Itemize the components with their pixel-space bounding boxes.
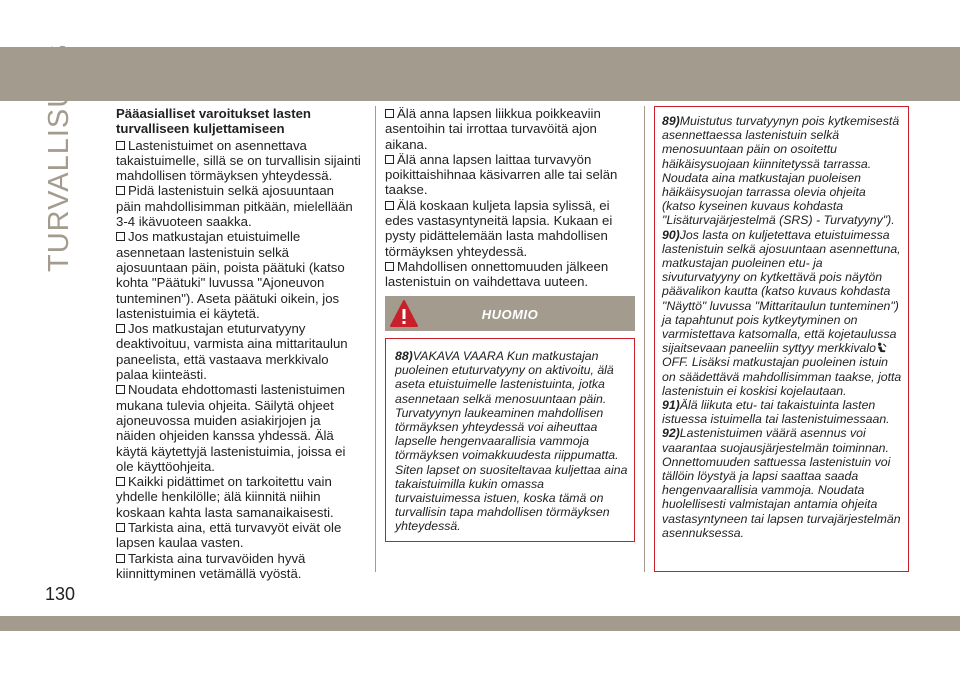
list-item: Noudata ehdottomasti lastenistuimen mukana tulevia ohjeita. Säilytä ohjeet ajoneuvossa muiden asiakirjojen ja näiden ohjeiden kanssa yhdessä. Älä käytä käytettyjä lastenistuimia, joissa ei ole käyttöohjeita.: [116, 382, 346, 474]
list-item: Tarkista aina turvavöiden hyvä kiinnittyminen vetämällä vyöstä.: [116, 550, 306, 581]
section-title: [43, 43, 83, 272]
page-number: 130: [45, 584, 76, 604]
checkbox-bullet-icon: [116, 477, 125, 486]
column-1-heading: Pääasialliset varoitukset lasten turvalliseen kuljettamiseen: [116, 106, 311, 137]
checkbox-bullet-icon: [385, 201, 394, 210]
note-item: 92)Lastenistuimen väärä asennus voi vaarantaa suojausjärjestelmän toiminnan. Onnettomuuden sattuessa lastenistuin voi tällöin löystyä ja lapsi saattaa saada hengenvaarallisia vammoja. Noudata huolellisesti valmistajan antamia ohjeita vastasyntyneen tai lapsen turvajärjestelmän asennuksessa.: [662, 426, 901, 540]
checkbox-bullet-icon: [385, 262, 394, 271]
warning-box: [385, 338, 635, 542]
checkbox-bullet-icon: [116, 186, 125, 195]
list-item: Kaikki pidättimet on tarkoitettu vain yhdelle henkilölle; älä kiinnitä niihin koskaan kahta lasta samanaikaisesti.: [116, 474, 334, 520]
column-divider: [375, 106, 376, 572]
checkbox-bullet-icon: [116, 523, 125, 532]
warning-label: HUOMIO: [481, 307, 539, 322]
list-item: Jos matkustajan etuistuimelle asennetaan lastenistuin selkä ajosuuntaan päin, poista päätuki (katso kohta "Päätuki" luvussa "Ajoneuvon tunteminen"). Aseta päätuki oikein, jos lastenistuimia ei käytetä.: [116, 229, 345, 321]
column-2: [385, 106, 635, 290]
note-item: 89)Muistutus turvatyynyn pois kytkemisestä asennettaessa lastenistuin selkä menosuuntaan päin on osoitettu häikäisysuojaan kiinnitetyssä tarrassa. Noudata aina matkustajan puoleisen häikäisysuojan tarrassa olevia ohjeita (katso kyseinen kuvaus kohdasta "Lisäturvajärjestelmä (SRS) - Turvatyyny").: [662, 114, 900, 228]
list-item: Pidä lastenistuin selkä ajosuuntaan päin mahdollisimman pitkään, mielellään 3-4 ikävuoteen saakka.: [116, 183, 353, 230]
checkbox-bullet-icon: [116, 141, 125, 150]
checkbox-bullet-icon: [385, 109, 394, 118]
airbag-off-indicator-icon: [876, 342, 887, 353]
note-item: 90)Jos lasta on kuljetettava etuistuimessa lastenistuin selkä ajosuuntaan asennettuna, matkustajan puoleinen etu- ja sivuturvatyyny on kytkettävä pois näytön päävalikon kautta (katso kuvaus kohdasta "Näyttö" luvussa "Mittaritaulun tunteminen") ja tapahtunut pois kytkeytyminen on varmistettava katsomalla, että kojetaulussa sijaitsevaan paneeliin syttyy merkkivalo OFF. Lisäksi matkustajan puoleinen istuin on säädettävä mahdollisimman taakse, jotta lastenistuin ei koskisi kojelautaan.: [662, 227, 902, 398]
list-item: Jos matkustajan etuturvatyyny deaktivoituu, varmista aina mittaritaulun paneelista, että vastaava merkkivalo palaa kiinteästi.: [116, 321, 348, 383]
list-item: Mahdollisen onnettomuuden jälkeen lastenistuin on vaihdettava uuteen.: [385, 258, 609, 290]
checkbox-bullet-icon: [116, 232, 125, 241]
section-title-text: TURVALLISUUS: [43, 43, 75, 272]
note-item: 91)Älä liikuta etu- tai takaistuinta lasten istuessa istuimella tai lastenistuimessaan.: [662, 398, 890, 427]
checkbox-bullet-icon: [116, 324, 125, 333]
header-band: [0, 47, 960, 101]
footer-band: [0, 616, 960, 631]
warning-header: [385, 296, 635, 331]
list-item: Lastenistuimet on asennettava takaistuimelle, sillä se on turvallisin sijainti mahdollisen törmäyksen yhteydessä.: [116, 137, 361, 184]
checkbox-bullet-icon: [385, 155, 394, 164]
list-item: Älä koskaan kuljeta lapsia sylissä, ei edes vastasyntyneitä lapsia. Kukaan ei pysty pidättelemään lasta mahdollisen törmäyksen yhteydessä.: [385, 197, 613, 259]
warning-note: 88)VAKAVA VAARA Kun matkustajan puoleinen etuturvatyyny on aktivoitu, älä aseta etuistuimelle lastenistuinta, jotka asennetaan selkä menosuuntaan päin. Turvatyynyn laukeaminen mahdollisen törmäyksen yhteydessä voi aiheuttaa lapselle hengenvaarallisia vammoja törmäyksen voimakkuudesta riippumatta. Siten lapset on suositeltavaa kuljettaa aina takaistuimilla kukin omassa turvaistuimessa istuen, koska tämä on turvallisin tapa mahdollisen törmäyksen yhteydessä.: [395, 349, 628, 534]
checkbox-bullet-icon: [116, 385, 125, 394]
list-item: Älä anna lapsen laittaa turvavyön poikittaishihnaa käsivarren alle tai selän taakse.: [385, 151, 618, 198]
list-item: Älä anna lapsen liikkua poikkeaviin asentoihin tai irrottaa turvavöitä ajon aikana.: [385, 106, 601, 152]
column-3: [654, 110, 908, 540]
column-divider: [644, 106, 645, 572]
checkbox-bullet-icon: [116, 554, 125, 563]
column-1: [116, 106, 362, 581]
list-item: Tarkista aina, että turvavyöt eivät ole lapsen kaulaa vasten.: [116, 520, 342, 551]
